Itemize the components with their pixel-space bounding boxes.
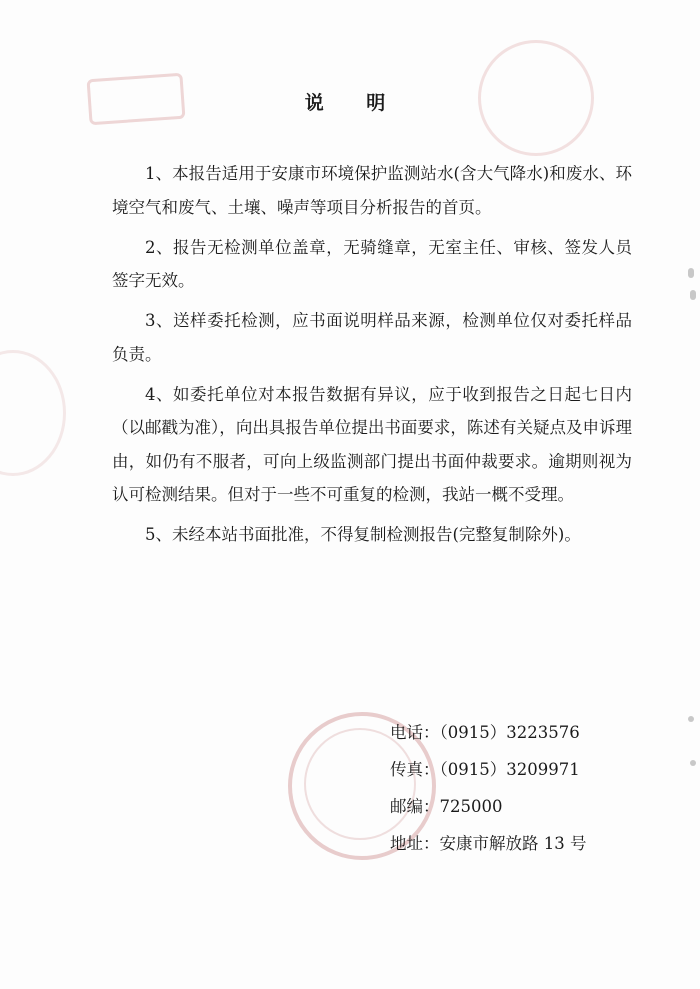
note-paragraph-3: 3、送样委托检测，应书面说明样品来源，检测单位仅对委托样品负责。: [112, 311, 632, 364]
page-title: 说 明: [304, 92, 404, 114]
fax-line: 传真：（0915）3209971: [390, 760, 580, 779]
scan-mark: [688, 268, 694, 278]
notes-body: [112, 157, 632, 558]
stamp-impression-left: [0, 350, 66, 476]
phone-line: 电话：（0915）3223576: [390, 723, 580, 742]
scan-mark: [690, 290, 696, 300]
postcode-line: 邮编：725000: [390, 797, 503, 816]
scan-mark: [688, 716, 694, 722]
address-line: 地址：安康市解放路 13 号: [390, 834, 587, 853]
note-paragraph-5: 5、未经本站书面批准，不得复制检测报告(完整复制除外)。: [145, 525, 581, 544]
note-paragraph-2: 2、报告无检测单位盖章，无骑缝章，无室主任、审核、签发人员签字无效。: [112, 237, 632, 290]
note-paragraph-4: 4、如委托单位对本报告数据有异议，应于收到报告之日起七日内（以邮戳为准），向出具报告单位提出书面要求，陈述有关疑点及申诉理由，如仍有不服者，可向上级监测部门提出书面仲裁要求。逾期则视为认可检测结果。但对于一些不可重复的检测，我站一概不受理。: [112, 384, 632, 504]
contact-info: [390, 714, 587, 862]
note-paragraph-1: 1、本报告适用于安康市环境保护监测站水(含大气降水)和废水、环境空气和废气、土壤、噪声等项目分析报告的首页。: [112, 164, 632, 217]
scan-mark: [690, 760, 696, 766]
